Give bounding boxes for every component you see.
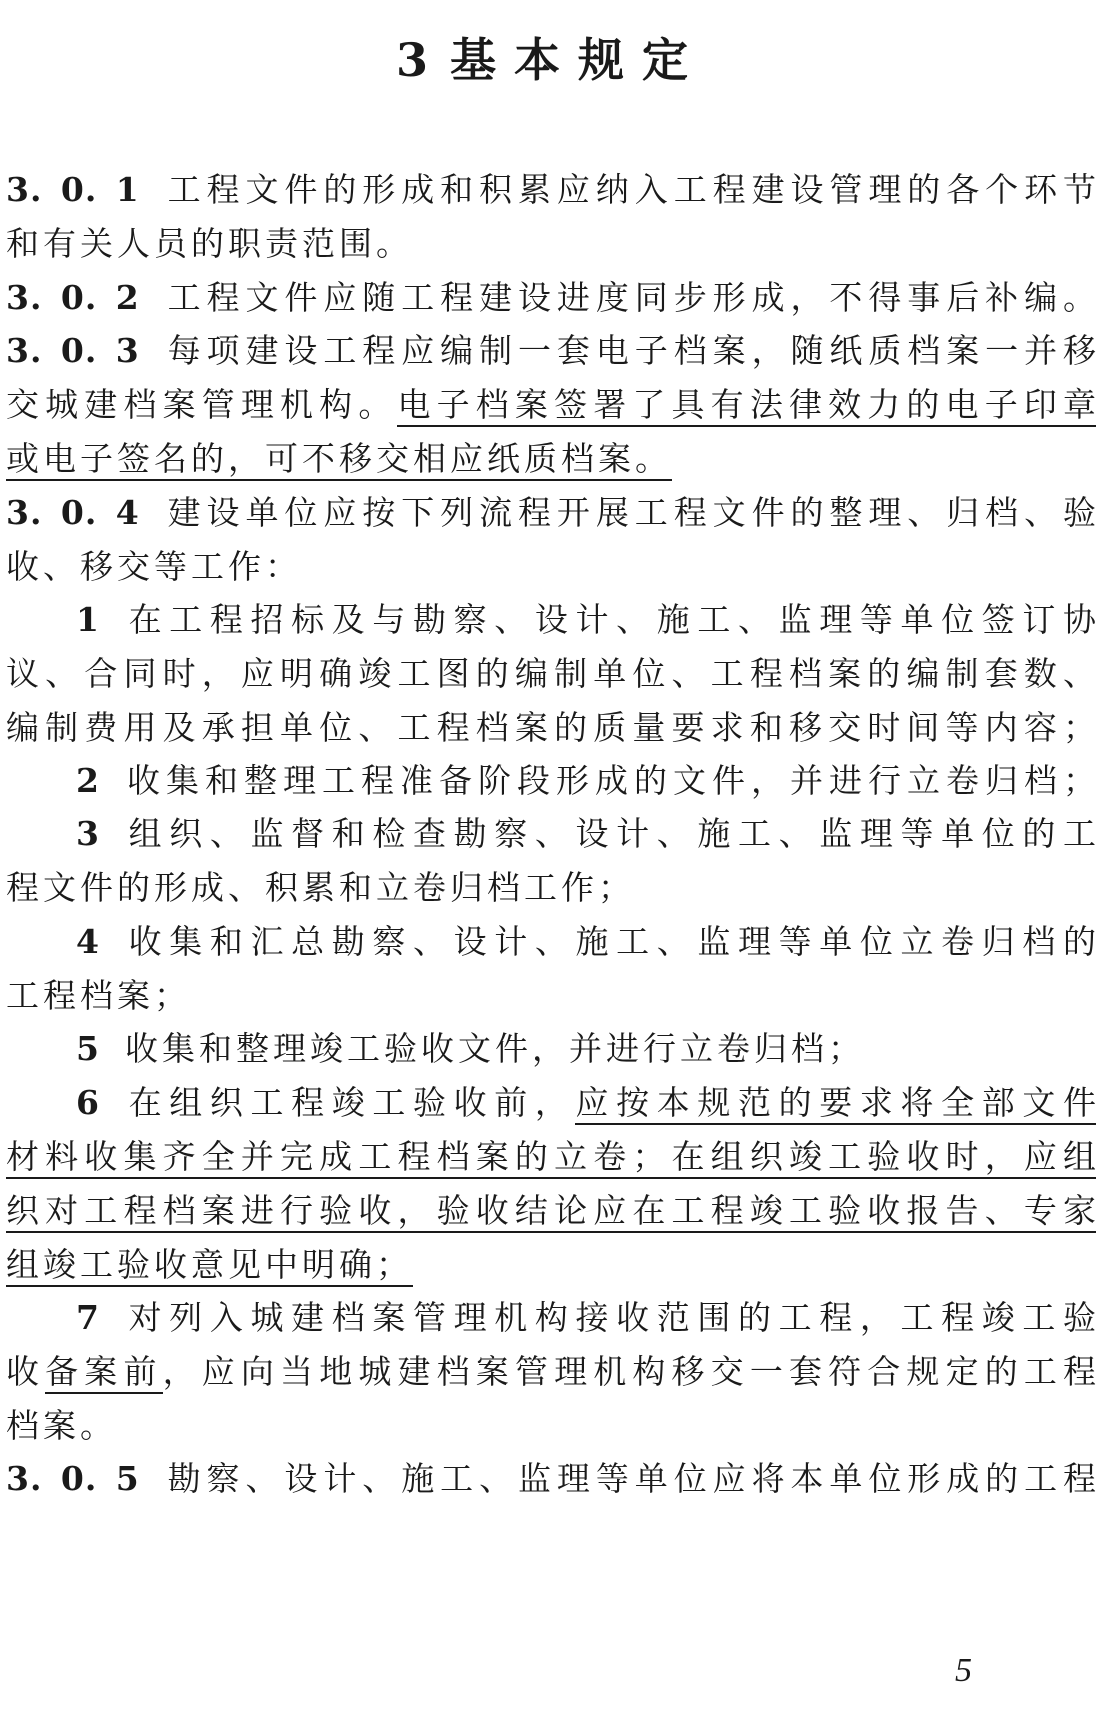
item-6-line-3 [6, 1185, 1096, 1237]
clause-text: 每项建设工程应编制一套电子档案，随纸质档案一并移 [161, 331, 1097, 370]
page-number: 5 [955, 1652, 972, 1689]
item-number: 5 [76, 1029, 103, 1068]
underlined-text: 或电子签名的，可不移交相应纸质档案。 [6, 439, 672, 481]
underlined-text: 组竣工验收意见中明确； [6, 1245, 413, 1287]
item-1-line-2 [6, 648, 1096, 700]
clause-3-0-4-line-1 [6, 487, 1096, 539]
item-text: 收集和汇总勘察、设计、施工、监理等单位立卷归档的 [120, 922, 1096, 961]
item-5-line-1 [76, 1023, 865, 1075]
item-text: 编制费用及承担单位、工程档案的质量要求和移交时间等内容； [6, 708, 1096, 747]
item-text: 组织、监督和检查勘察、设计、施工、监理等单位的工 [120, 814, 1096, 853]
item-text: 在组织工程竣工验收前， [120, 1083, 576, 1122]
chapter-number: 3 [395, 33, 428, 87]
clause-text: 工程文件的形成和积累应纳入工程建设管理的各个环节 [161, 170, 1097, 209]
clause-text: 勘察、设计、施工、监理等单位应将本单位形成的工程 [161, 1459, 1097, 1498]
clause-text: 和有关人员的职责范围。 [6, 224, 413, 263]
item-4-line-1 [76, 916, 1096, 968]
item-text: 收集和整理工程准备阶段形成的文件，并进行立卷归档； [120, 761, 1096, 800]
clause-3-0-3-line-2 [6, 379, 1096, 431]
clause-number: 3. 0. 5 [6, 1459, 140, 1498]
clause-3-0-3-line-1 [6, 325, 1096, 377]
clause-number: 3. 0. 1 [6, 170, 140, 209]
item-4-line-2 [6, 970, 191, 1022]
chapter-title-text: 基本规定 [450, 33, 706, 87]
item-text: ，应向当地城建档案管理机构移交一套符合规定的工程 [162, 1352, 1097, 1391]
clause-text: 交城建档案管理机构。 [6, 385, 398, 424]
underlined-text: 应按本规范的要求将全部文件 [575, 1083, 1096, 1125]
clause-3-0-1-line-2 [6, 218, 413, 270]
underlined-text: 材料收集齐全并完成工程档案的立卷；在组织竣工验收时，应组 [6, 1137, 1096, 1179]
clause-text: 工程文件应随工程建设进度同步形成，不得事后补编。 [161, 278, 1097, 317]
item-3-line-1 [76, 808, 1096, 860]
item-7-line-2 [6, 1346, 1096, 1398]
item-text: 档案。 [6, 1406, 117, 1445]
item-number: 6 [76, 1083, 99, 1122]
item-text: 议、合同时，应明确竣工图的编制单位、工程档案的编制套数、 [6, 654, 1096, 693]
clause-3-0-5-line-1 [6, 1453, 1096, 1505]
item-7-line-3 [6, 1400, 117, 1452]
clause-text: 收、移交等工作： [6, 547, 302, 586]
underlined-text: 电子档案签署了具有法律效力的电子印章 [397, 385, 1096, 427]
item-2-line-1 [76, 755, 1096, 807]
item-6-line-1 [76, 1077, 1096, 1129]
clause-3-0-1-line-1 [6, 164, 1096, 216]
item-1-line-1 [76, 594, 1096, 646]
item-text: 工程档案； [6, 976, 191, 1015]
clause-text: 建设单位应按下列流程开展工程文件的整理、归档、验 [161, 493, 1097, 532]
item-6-line-4 [6, 1239, 413, 1291]
item-number: 2 [76, 761, 99, 800]
underlined-text: 织对工程档案进行验收，验收结论应在工程竣工验收报告、专家 [6, 1191, 1096, 1233]
chapter-title [0, 30, 1102, 90]
item-text: 对列入城建档案管理机构接收范围的工程，工程竣工验 [120, 1298, 1096, 1337]
item-text: 收集和整理竣工验收文件，并进行立卷归档； [124, 1029, 865, 1068]
item-text: 程文件的形成、积累和立卷归档工作； [6, 868, 635, 907]
clause-3-0-2-line-1 [6, 272, 1096, 324]
clause-number: 3. 0. 4 [6, 493, 140, 532]
item-7-line-1 [76, 1292, 1096, 1344]
clause-3-0-3-line-3 [6, 433, 672, 485]
clause-3-0-4-line-2 [6, 541, 302, 593]
item-3-line-2 [6, 862, 635, 914]
item-number: 4 [76, 922, 99, 961]
item-1-line-3 [6, 702, 1096, 754]
clause-number: 3. 0. 2 [6, 278, 140, 317]
item-text: 在工程招标及与勘察、设计、施工、监理等单位签订协 [120, 600, 1096, 639]
item-number: 7 [76, 1298, 99, 1337]
item-number: 1 [76, 600, 99, 639]
item-number: 3 [76, 814, 99, 853]
item-6-line-2 [6, 1131, 1096, 1183]
item-text: 收 [6, 1352, 46, 1391]
underlined-text: 备案前 [45, 1352, 162, 1394]
clause-number: 3. 0. 3 [6, 331, 140, 370]
